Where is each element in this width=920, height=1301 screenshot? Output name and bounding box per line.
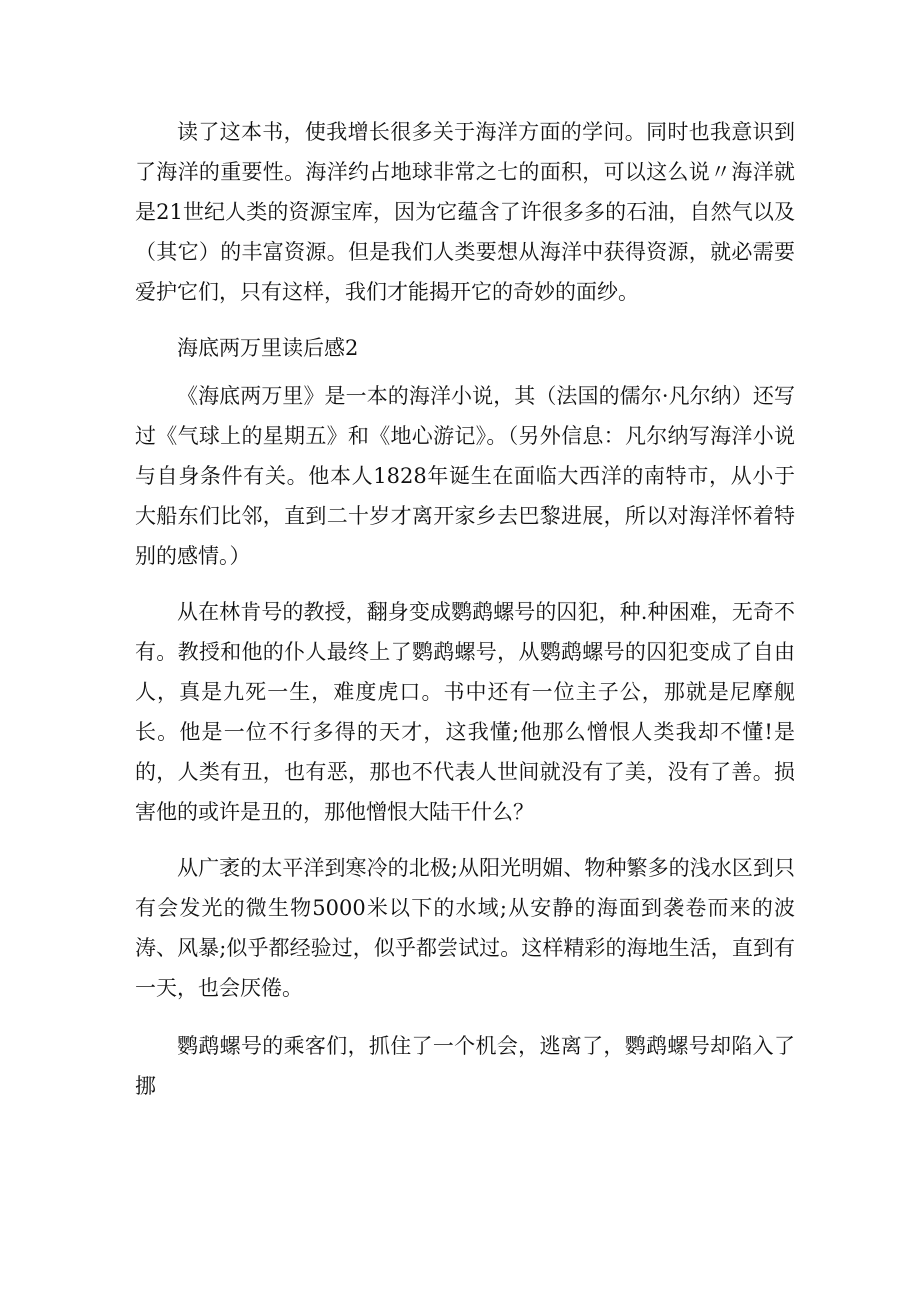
paragraph-book-info: 《海底两万里》是一本的海洋小说，其（法国的儒尔·凡尔纳）还写过《气球上的星期五》和《地心游记》。（另外信息：凡尔纳写海洋小说与自身条件有关。他本人1828年诞生在面临大西洋的南特市，从小于大船东们比邻，直到二十岁才离开家乡去巴黎进展，所以对海洋怀着特别的感情。） xyxy=(135,384,795,568)
document-body xyxy=(135,112,795,1106)
section-heading: 海底两万里读后感2 xyxy=(177,336,359,360)
paragraph-intro: 读了这本书，使我增长很多关于海洋方面的学问。同时也我意识到了海洋的重要性。海洋约占地球非常之七的面积，可以这么说〃海洋就是21世纪人类的资源宝库，因为它蕴含了许很多多的石油，自然气以及（其它）的丰富资源。但是我们人类要想从海洋中获得资源，就必需要爱护它们，只有这样，我们才能揭开它的奇妙的面纱。 xyxy=(135,120,795,304)
paragraph-escape: 鹦鹉螺号的乘客们，抓住了一个机会，逃离了，鹦鹉螺号却陷入了挪 xyxy=(135,1034,795,1098)
paragraph-voyage: 从广袤的太平洋到寒冷的北极;从阳光明媚、物种繁多的浅水区到只有会发光的微生物5000米以下的水域;从安静的海面到袭卷而来的波涛、风暴;似乎都经验过，似乎都尝试过。这样精彩的海地生活，直到有一天，也会厌倦。 xyxy=(135,856,795,1000)
paragraph-professor: 从在林肯号的教授，翻身变成鹦鹉螺号的囚犯，种.种困难，无奇不有。教授和他的仆人最终上了鹦鹉螺号，从鹦鹉螺号的囚犯变成了自由人，真是九死一生，难度虎口。书中还有一位主子公，那就是尼摩舰长。他是一位不行多得的天才，这我懂;他那么憎恨人类我却不懂!是的，人类有丑，也有恶，那也不代表人世间就没有了美，没有了善。损害他的或许是丑的，那他憎恨大陆干什么？ xyxy=(135,600,795,824)
